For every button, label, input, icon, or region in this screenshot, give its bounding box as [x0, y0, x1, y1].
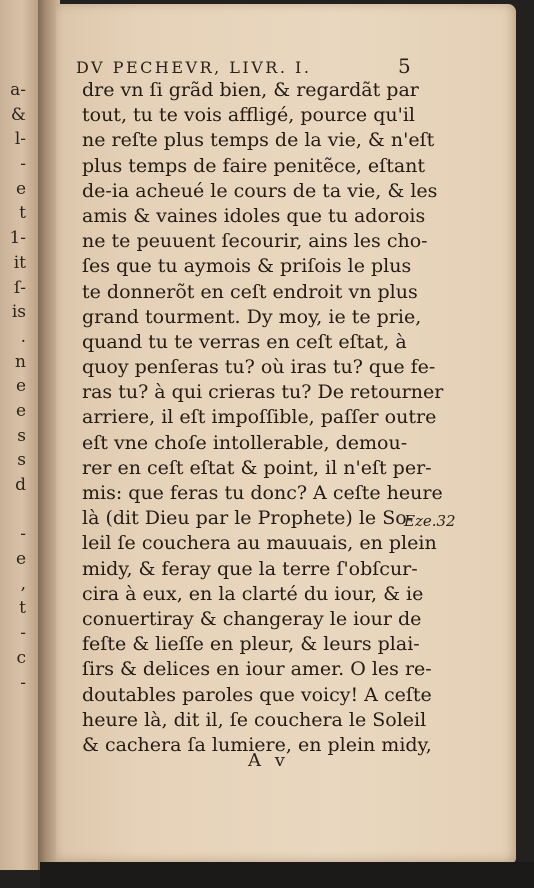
left-page-fragment: it	[13, 252, 26, 273]
scan-bottom-edge	[40, 862, 534, 888]
left-page-fragment: -	[20, 154, 26, 175]
text-line: ne te peuuent ſecourir, ains les cho-	[82, 230, 428, 253]
text-line: grand tourment. Dy moy, ie te prie,	[82, 305, 422, 328]
left-page-fragment	[0, 498, 30, 523]
left-page-fragment: ſ-	[13, 277, 26, 298]
left-page-fragment: e	[15, 549, 26, 570]
text-line: midy, & feray que la terre ſ'obſcur-	[82, 557, 418, 580]
text-line: dre vn ſi grãd bien, & regardãt par	[82, 79, 419, 101]
left-page-fragment: e	[15, 376, 26, 397]
text-line: rer en ceſt eſtat & point, il n'eſt per-	[82, 456, 432, 479]
text-line: amis & vaines idoles que tu adorois	[82, 204, 426, 227]
left-page-fragment: s	[17, 450, 26, 471]
text-line: là (dit Dieu par le Prophete) le So-	[82, 507, 414, 530]
marginal-note: Eze.32	[404, 512, 456, 530]
text-line: ſirs & delices en iour amer. O les re-	[82, 658, 432, 681]
text-line: eſt vne choſe intollerable, demou-	[82, 431, 408, 454]
page-number: 5	[398, 54, 411, 78]
text-line: feſte & lieſſe en pleur, & leurs plai-	[82, 633, 420, 656]
text-line: quand tu te verras en ceſt eſtat, à	[82, 330, 407, 353]
left-page-fragment: -	[20, 524, 26, 545]
left-page-fragment: e	[15, 400, 26, 421]
text-line: heure là, dit il, ſe couchera le Soleil	[82, 708, 427, 731]
left-page-fragment: &	[10, 104, 26, 125]
text-line: ne reſte plus temps de la vie, & n'eſt	[82, 129, 435, 152]
text-line: ſes que tu aymois & priſois le plus	[82, 255, 412, 278]
left-page-fragment: .	[20, 326, 26, 347]
running-head: DV PECHEVR, LIVR. I.	[76, 58, 312, 77]
text-line: conuertiray & changeray le iour de	[82, 607, 422, 630]
left-page-fragment: -	[20, 623, 26, 644]
text-line: cira à eux, en la clarté du iour, & ie	[82, 582, 424, 605]
left-page-fragment: is	[11, 302, 26, 323]
left-page-fragment: d	[15, 475, 26, 495]
left-page-fragment: a-	[10, 80, 26, 100]
text-line: tout, tu te vois affligé, pource qu'il	[82, 104, 415, 127]
text-line: & cachera ſa lumiere, en plein midy,	[82, 733, 432, 756]
left-page-fragment: -	[20, 672, 26, 693]
text-line: plus temps de faire penitẽce, eſtant	[82, 154, 426, 177]
text-line: quoy penſeras tu? où iras tu? que fe-	[82, 356, 436, 379]
left-facing-page	[0, 0, 40, 870]
left-page-fragment: e	[15, 178, 26, 199]
left-page-fragment: l-	[14, 129, 26, 150]
text-line: mis: que feras tu donc? A ceſte heure	[82, 482, 443, 504]
left-page-text-fragments	[0, 78, 30, 695]
text-line: arriere, il eſt impoſſible, paſſer outre	[82, 406, 437, 429]
text-line: doutables paroles que voicy! A ceſte	[82, 683, 432, 706]
text-line: de-ia acheué le cours de ta vie, & les	[82, 179, 438, 202]
text-line: leil ſe couchera au mauuais, en plein	[82, 532, 437, 555]
text-line: te donnerõt en ceſt endroit vn plus	[82, 280, 418, 303]
left-page-fragment: c	[16, 647, 26, 668]
text-line: ras tu? à qui crieras tu? De retourner	[82, 381, 444, 404]
left-page-fragment: n	[15, 351, 26, 372]
signature-mark: A v	[248, 750, 289, 771]
left-page-fragment: ,	[20, 573, 26, 594]
left-page-fragment: 1-	[9, 228, 26, 249]
left-page-fragment: s	[17, 425, 26, 446]
left-page-fragment: t	[19, 203, 26, 224]
left-page-fragment: t	[19, 598, 26, 619]
